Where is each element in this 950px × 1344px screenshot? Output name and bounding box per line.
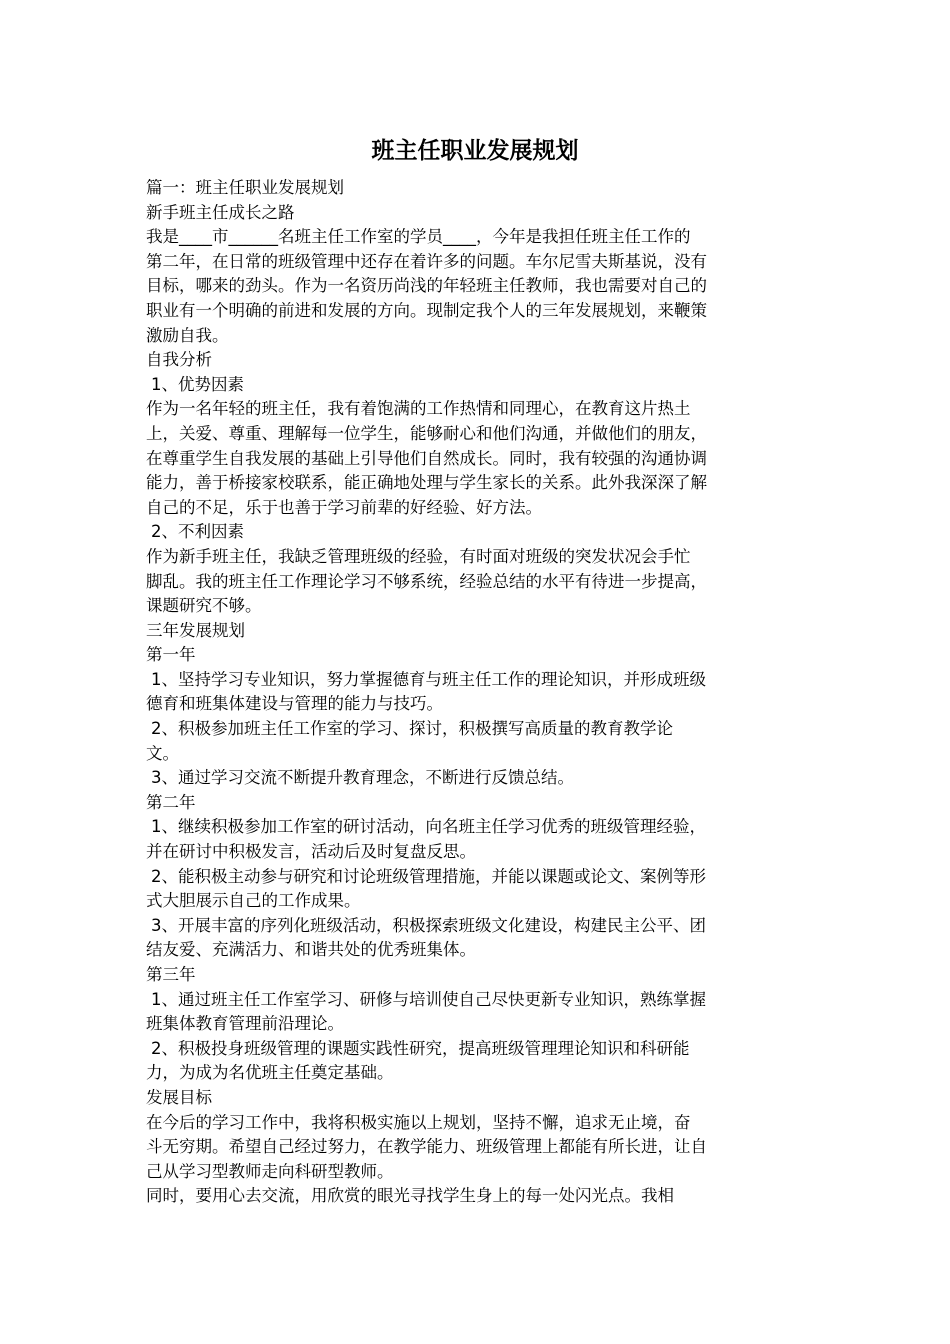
text-line: 2、能积极主动参与研究和讨论班级管理措施，并能以课题或论文、案例等形: [151, 866, 706, 886]
text-line: 新手班主任成长之路: [146, 202, 295, 222]
text-line: 3、开展丰富的序列化班级活动，积极探索班级文化建设，构建民主公平、团: [151, 915, 706, 935]
text-line: 在尊重学生自我发展的基础上引导他们自然成长。同时，我有较强的沟通协调: [146, 448, 707, 468]
text-line: 同时，要用心去交流，用欣赏的眼光寻找学生身上的每一处闪光点。我相: [146, 1186, 674, 1206]
text-line: 1、继续积极参加工作室的研讨活动，向名班主任学习优秀的班级管理经验，: [151, 817, 706, 837]
text-line: 2、不利因素: [151, 522, 244, 542]
text-line: 篇一：班主任职业发展规划: [146, 178, 344, 197]
text-line: 德育和班集体建设与管理的能力与技巧。: [146, 694, 443, 714]
text-line: 1、坚持学习专业知识，努力掌握德育与班主任工作的理论知识，并形成班级: [151, 669, 706, 689]
text-line: 激励自我。: [146, 325, 229, 345]
text-line: 发展目标: [146, 1087, 212, 1107]
text-line: 自我分析: [146, 350, 212, 370]
text-line: 目标，哪来的劲头。作为一名资历尚浅的年轻班主任教师，我也需要对自己的: [146, 276, 707, 296]
text-line: 能力，善于桥接家校联系，能正确地处理与学生家长的关系。此外我深深了解: [146, 473, 707, 493]
text-line: 三年发展规划: [146, 620, 245, 640]
text-line: 文。: [146, 743, 179, 763]
text-line: 第二年，在日常的班级管理中还存在着许多的问题。车尔尼雪夫斯基说，没有: [146, 251, 707, 271]
text-line: 力，为成为名优班主任奠定基础。: [146, 1063, 394, 1083]
text-line: 3、通过学习交流不断提升教育理念，不断进行反馈总结。: [151, 768, 574, 788]
text-line: 己从学习型教师走向科研型教师。: [146, 1161, 394, 1181]
text-line: 式大胆展示自己的工作成果。: [146, 891, 361, 911]
text-line: 第一年: [146, 645, 196, 665]
text-line: 2、积极投身班级管理的课题实践性研究，提高班级管理理论知识和科研能: [151, 1038, 690, 1058]
text-line: 1、通过班主任工作室学习、研修与培训使自己尽快更新专业知识，熟练掌握: [151, 989, 706, 1009]
text-line: 作为新手班主任，我缺乏管理班级的经验，有时面对班级的突发状况会手忙: [146, 546, 691, 566]
text-line: 1、优势因素: [151, 374, 244, 394]
text-line: 2、积极参加班主任工作室的学习、探讨，积极撰写高质量的教育教学论: [151, 719, 673, 739]
text-line: 并在研讨中积极发言，活动后及时复盘反思。: [146, 842, 476, 862]
text-line: 第二年: [146, 792, 196, 812]
text-line: 职业有一个明确的前进和发展的方向。现制定我个人的三年发展规划，来鞭策: [146, 300, 707, 320]
text-line: 作为一名年轻的班主任，我有着饱满的工作热情和同理心，在教育这片热土: [146, 399, 691, 419]
text-line: 斗无穷期。希望自己经过努力，在教学能力、班级管理上都能有所长进，让自: [146, 1137, 707, 1157]
text-line: 在今后的学习工作中，我将积极实施以上规划，坚持不懈，追求无止境，奋: [146, 1112, 691, 1132]
text-line: 上，关爱、尊重、理解每一位学生，能够耐心和他们沟通，并做他们的朋友，: [146, 423, 707, 443]
text-line: 脚乱。我的班主任工作理论学习不够系统，经验总结的水平有待进一步提高，: [146, 571, 707, 591]
text-line: 我是____市______名班主任工作室的学员____，今年是我担任班主任工作的: [146, 227, 691, 247]
text-line: 课题研究不够。: [146, 596, 262, 616]
text-line: 第三年: [146, 965, 196, 984]
text-line: 自己的不足，乐于也善于学习前辈的好经验、好方法。: [146, 497, 542, 517]
document-title: 班主任职业发展规划: [371, 138, 579, 164]
document-body: [146, 176, 806, 1209]
text-line: 班集体教育管理前沿理论。: [146, 1014, 344, 1034]
text-line: 结友爱、充满活力、和谐共处的优秀班集体。: [146, 940, 476, 960]
